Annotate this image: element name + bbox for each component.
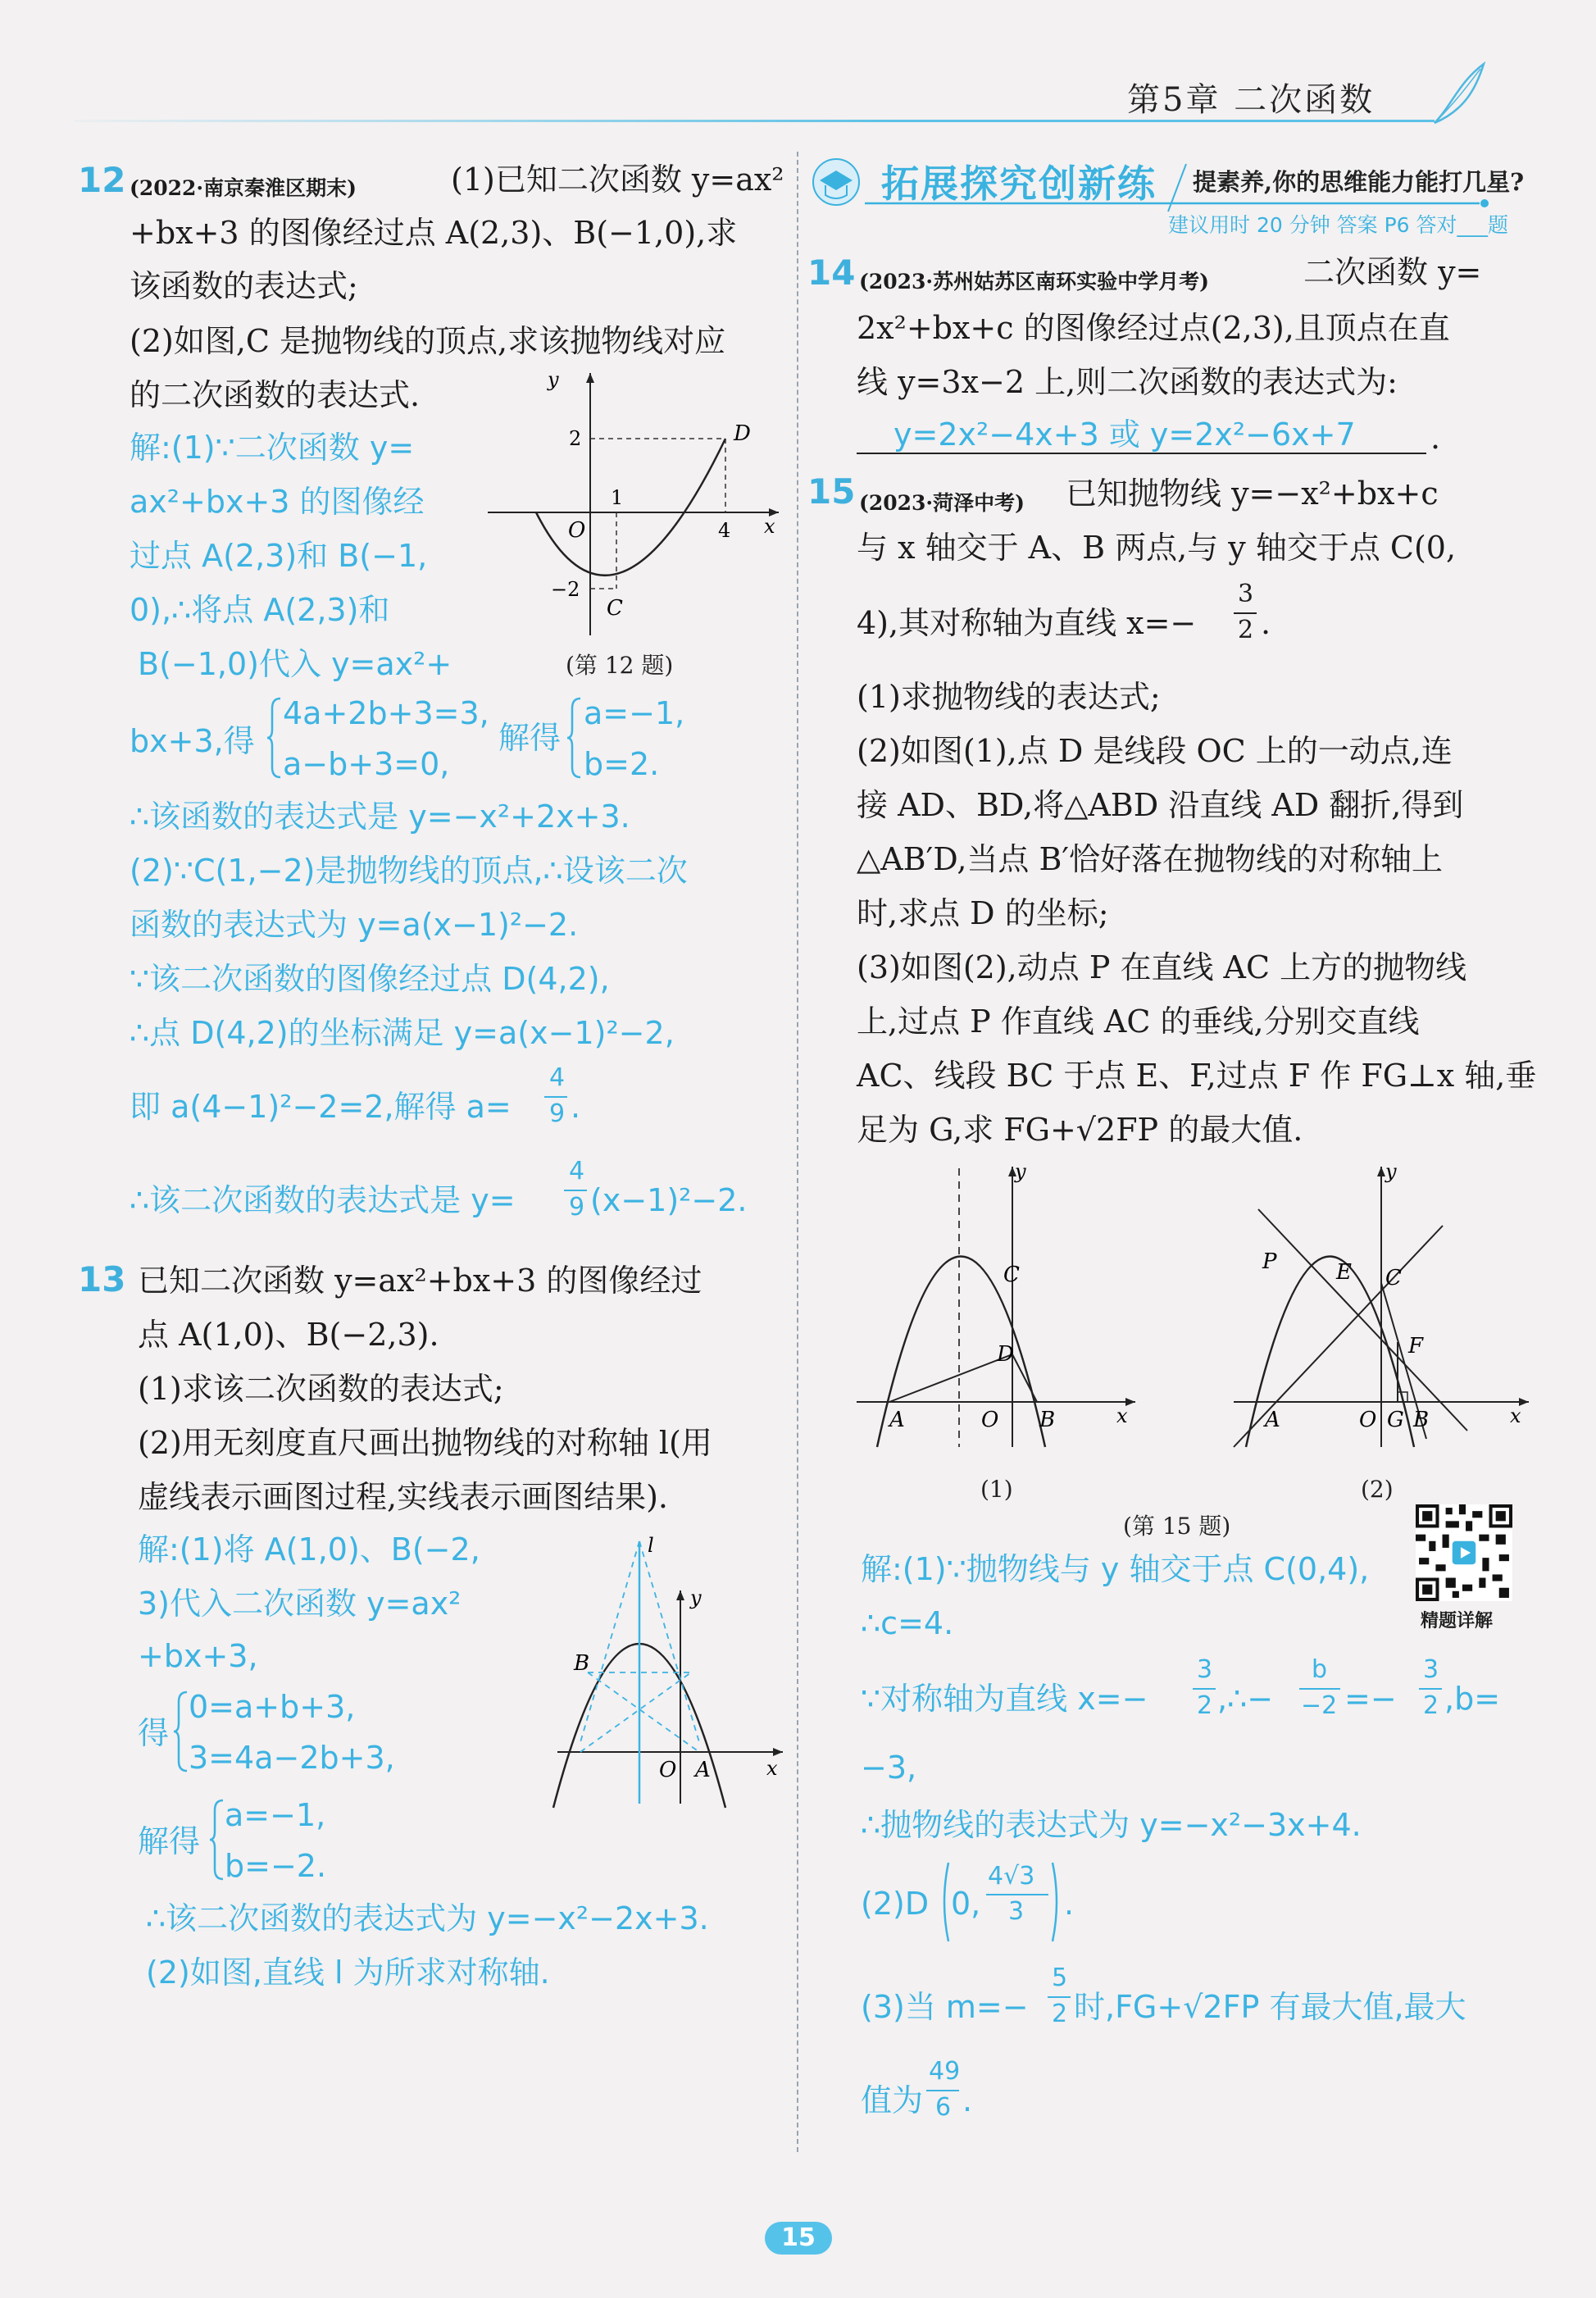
q15-fig2-label-c: C [1385,1266,1402,1290]
q13-system-eq-1: 0=a+b+3, [189,1689,356,1725]
q12-fig-label-x: x [764,515,775,538]
q14-answer: y=2x²−4x+3 或 y=2x²−6x+7 [893,416,1356,453]
q13-line-2: 点 A(1,0)、B(−2,3). [138,1317,439,1353]
q15-ans-frac3-bar [1419,1688,1442,1690]
q12-answer-line-14: (x−1)²−2. [590,1182,748,1218]
q12-fig-label-1: 1 [611,486,624,509]
header-rule [74,120,1435,122]
q13-solution-a: a=−1, [225,1797,326,1833]
q13-answer-line-2: 3)代入二次函数 y=ax² [138,1586,462,1622]
q12-answer-line-11: ∴点 D(4,2)的坐标满足 y=a(x−1)²−2, [130,1015,675,1051]
q15-fig1-caption: (1) [980,1476,1013,1503]
q15-fig1-label-x: x [1116,1404,1128,1427]
q12-system-brace-2 [567,697,582,779]
q15-fig2-label-y: y [1385,1160,1397,1183]
q12-answer-line-3: 过点 A(2,3)和 B(−1, [130,538,428,574]
q13-line-1: 已知二次函数 y=ax²+bx+3 的图像经过 [138,1263,703,1299]
q12-line-1: (1)已知二次函数 y=ax² [451,162,784,198]
q15-answer-d-num: 4√3 [988,1862,1035,1891]
q13-answer-line-5: (2)如图,直线 l 为所求对称轴. [146,1954,550,1991]
q12-fig-label-2: 2 [569,427,582,450]
q15-fig2-label-p: P [1262,1249,1277,1274]
q13-line-5: 虚线表示画图过程,实线表示画图结果). [138,1479,668,1515]
q15-ans-frac3-num: 3 [1423,1655,1439,1684]
q15-line-5: (2)如图(1),点 D 是线段 OC 上的一动点,连 [857,733,1453,769]
q13-fig-label-l: l [648,1534,654,1557]
q13-system-eq-2: 3=4a−2b+3, [189,1740,395,1776]
q15-answer-d-den: 3 [1008,1897,1025,1926]
q12-fig-label-neg2: −2 [551,578,580,601]
q15-fig1-label-c: C [1003,1263,1020,1287]
q14-period: . [1430,420,1441,456]
q15-answer-line-5: ∴抛物线的表达式为 y=−x²−3x+4. [861,1807,1362,1843]
q13-parabola-graph [549,1529,787,1812]
q15-fig2-label-a: A [1265,1408,1280,1432]
q14-line-1: 二次函数 y= [1303,254,1482,290]
q15-line-6: 接 AD、BD,将△ABD 沿直线 AD 翻折,得到 [857,787,1464,823]
q12-answer-line-9: 函数的表达式为 y=a(x−1)²−2. [130,907,579,943]
q15-ans-frac2-den: −2 [1301,1691,1338,1720]
q15-figure-caption: (第 15 题) [1123,1513,1231,1540]
q15-answer-d-x: 0, [951,1886,981,1922]
q14-answer-underline [857,453,1426,454]
q15-line-9: (3)如图(2),动点 P 在直线 AC 上方的抛物线 [857,949,1467,985]
q12-fig-label-d: D [734,421,751,446]
q12-answer-line-8: (2)∵C(1,−2)是抛物线的顶点,∴设该二次 [130,853,688,889]
q12-solution-a: a=−1, [584,695,685,731]
q12-parabola-graph [484,365,787,639]
q13-fig-label-x: x [766,1757,778,1780]
q15-answer-d-period: . [1064,1886,1075,1922]
q15-ans-frac3-den: 2 [1423,1691,1439,1720]
q15-ans-frac1-num: 3 [1197,1655,1213,1684]
q15-answer-line-3c: =− [1344,1681,1397,1717]
q15-answer-line-2: ∴c=4. [861,1605,954,1641]
q12-final-numerator: 4 [569,1157,585,1185]
q13-solve-label: 解得 [138,1823,201,1859]
q15-fig2-label-f: F [1408,1334,1424,1358]
q12-line-3: 该函数的表达式; [130,268,358,304]
q12-line-5: 的二次函数的表达式. [130,377,421,413]
q15-line-12: 足为 G,求 FG+√2FP 的最大值. [857,1112,1303,1148]
q15-answer-line-4: −3, [861,1750,917,1786]
q12-source: (2022·南京秦淮区期末) [130,176,357,200]
q15-fig1-label-b: B [1039,1408,1056,1432]
q13-answer-line-1: 解:(1)将 A(1,0)、B(−2, [138,1531,480,1568]
q15-answer-part3c: 值为 [861,2082,924,2118]
q15-line-8: 时,求点 D 的坐标; [857,895,1109,931]
q15-answer-max-period: . [962,2082,973,2118]
q13-answer-line-4: ∴该二次函数的表达式为 y=−x²−2x+3. [146,1900,709,1936]
q13-fig-label-o: O [659,1758,677,1782]
banner-title: 拓展探究创新练 [881,162,1157,206]
q15-fraction-denominator: 2 [1238,616,1254,644]
qr-code-icon[interactable] [1416,1504,1512,1601]
q15-paren-right [1051,1861,1062,1943]
q15-answer-line-3a: ∵对称轴为直线 x=− [861,1681,1148,1717]
q15-line-10: 上,过点 P 作直线 AC 的垂线,分别交直线 [857,1003,1420,1040]
q15-fig1-label-y: y [1015,1160,1026,1183]
q15-fig2-label-b: B [1413,1408,1430,1432]
q14-source: (2023·苏州姑苏区南环实验中学月考) [859,270,1209,294]
q15-answer-part3b: 时,FG+√2FP 有最大值,最大 [1074,1989,1466,2025]
banner-hint: 建议用时 20 分钟 答案 P6 答对___题 [1168,213,1509,237]
q12-final-denominator: 9 [569,1193,585,1222]
q12-answer-line-4: 0),∴将点 A(2,3)和 [130,592,390,628]
question-number-14: 14 [807,253,856,293]
q12-final-fraction-bar [564,1190,587,1191]
q12-solution-b: b=2. [584,746,660,782]
qr-label: 精题详解 [1421,1611,1494,1631]
page-number: 15 [765,2222,832,2255]
q15-answer-m-bar [1048,1996,1071,1998]
q12-answer-line-2: ax²+bx+3 的图像经 [130,484,425,520]
q15-ans-frac1-bar [1193,1688,1216,1690]
q12-system-brace-1 [267,697,282,779]
q15-period: . [1261,605,1271,641]
q15-fig2-label-o: O [1359,1408,1377,1432]
q12-answer-line-6: bx+3,得 [130,723,255,759]
q14-line-2: 2x²+bx+c 的图像经过点(2,3),且顶点在直 [857,310,1450,346]
q13-fig-label-y: y [690,1586,702,1609]
q12-fig-label-4: 4 [718,519,731,542]
q12-figure-caption: (第 12 题) [566,652,674,679]
q12-system-eq-1: 4a+2b+3=3, [283,695,489,731]
q12-line-2: +bx+3 的图像经过点 A(2,3)、B(−1,0),求 [130,215,738,251]
q15-answer-max-bar [926,2090,959,2091]
q13-solution-b: b=−2. [225,1848,327,1884]
q15-fig1-label-a: A [889,1408,905,1432]
q12-fraction-bar [544,1096,567,1098]
q15-line-7: △AB′D,当点 B′恰好落在抛物线的对称轴上 [857,841,1444,877]
q15-answer-line-3d: ,b= [1444,1681,1501,1717]
q15-fig1-label-o: O [981,1408,999,1432]
q12-solve-label: 解得 [498,720,562,756]
q15-line-3: 4),其对称轴为直线 x=− [857,605,1197,641]
q15-answer-max-num: 49 [929,2057,961,2086]
question-number-12: 12 [78,160,126,200]
q15-answer-part2: (2)D [861,1886,930,1922]
q13-line-3: (1)求该二次函数的表达式; [138,1371,504,1407]
q12-line-4: (2)如图,C 是抛物线的顶点,求该抛物线对应 [130,323,726,359]
question-number-15: 15 [807,471,856,512]
q15-answer-max-den: 6 [935,2093,952,2122]
q12-fig-label-y: y [548,368,559,391]
q15-answer-line-1: 解:(1)∵抛物线与 y 轴交于点 C(0,4), [861,1551,1370,1587]
q15-source: (2023·菏泽中考) [859,491,1025,515]
q15-figure-2 [1230,1160,1533,1451]
q15-ans-frac2-num: b [1312,1655,1328,1684]
q15-fraction-bar [1234,612,1257,614]
q12-answer-line-1: 解:(1)∵二次函数 y= [130,430,415,466]
q15-line-1: 已知抛物线 y=−x²+bx+c [1066,476,1439,512]
q12-fraction-denominator: 9 [549,1099,566,1128]
q15-line-11: AC、线段 BC 于点 E、F,过点 F 作 FG⊥x 轴,垂 [857,1058,1537,1094]
q13-answer-de: 得 [138,1715,170,1751]
chapter-title: 第5章 二次函数 [1127,81,1375,119]
question-number-13: 13 [78,1259,126,1299]
q15-fig2-label-e: E [1336,1260,1352,1285]
q13-line-4: (2)用无刻度直尺画出抛物线的对称轴 l(用 [138,1425,712,1461]
q15-line-2: 与 x 轴交于 A、B 两点,与 y 轴交于点 C(0, [857,530,1457,566]
q14-line-3: 线 y=3x−2 上,则二次函数的表达式为: [857,364,1398,400]
q12-fig-label-c: C [607,596,623,621]
feather-decoration-icon [1426,57,1492,131]
q13-system-brace-1 [174,1691,189,1772]
q12-period: . [571,1089,581,1125]
q12-answer-line-5: B(−1,0)代入 y=ax²+ [138,646,452,682]
q12-system-eq-2: a−b+3=0, [283,746,450,782]
q15-answer-part3a: (3)当 m=− [861,1989,1029,2025]
q12-answer-line-7: ∴该函数的表达式是 y=−x²+2x+3. [130,799,630,835]
q13-answer-line-3: +bx+3, [138,1638,258,1674]
q13-fig-label-a: A [695,1758,711,1782]
q15-ans-frac1-den: 2 [1197,1691,1213,1720]
q13-fig-label-b: B [574,1651,590,1676]
banner-slogan: 提素养,你的思维能力能打几星? [1193,168,1525,196]
q15-fig2-label-x: x [1510,1404,1521,1427]
q15-figure-1 [853,1160,1139,1451]
q12-answer-line-13: ∴该二次函数的表达式是 y= [130,1182,516,1218]
q15-ans-frac2-bar [1299,1688,1340,1690]
column-divider [797,152,798,2152]
q15-answer-d-bar [986,1894,1048,1895]
q13-system-brace-2 [210,1799,225,1881]
q15-line-4: (1)求抛物线的表达式; [857,679,1161,715]
q15-answer-line-3b: ,∴− [1217,1681,1274,1717]
q15-fig2-caption: (2) [1361,1476,1394,1503]
q12-fig-label-o: O [568,518,586,543]
q12-answer-line-10: ∵该二次函数的图像经过点 D(4,2), [130,961,610,997]
q15-paren-left [939,1861,950,1943]
q15-answer-m-den: 2 [1052,2000,1068,2028]
q12-fraction-numerator: 4 [549,1063,566,1092]
q12-answer-line-12: 即 a(4−1)²−2=2,解得 a= [130,1089,512,1125]
q15-fig1-label-d: D [997,1342,1014,1367]
q15-answer-m-num: 5 [1052,1964,1068,1992]
q15-fig2-label-g: G [1387,1408,1404,1432]
q15-fraction-numerator: 3 [1238,580,1254,608]
